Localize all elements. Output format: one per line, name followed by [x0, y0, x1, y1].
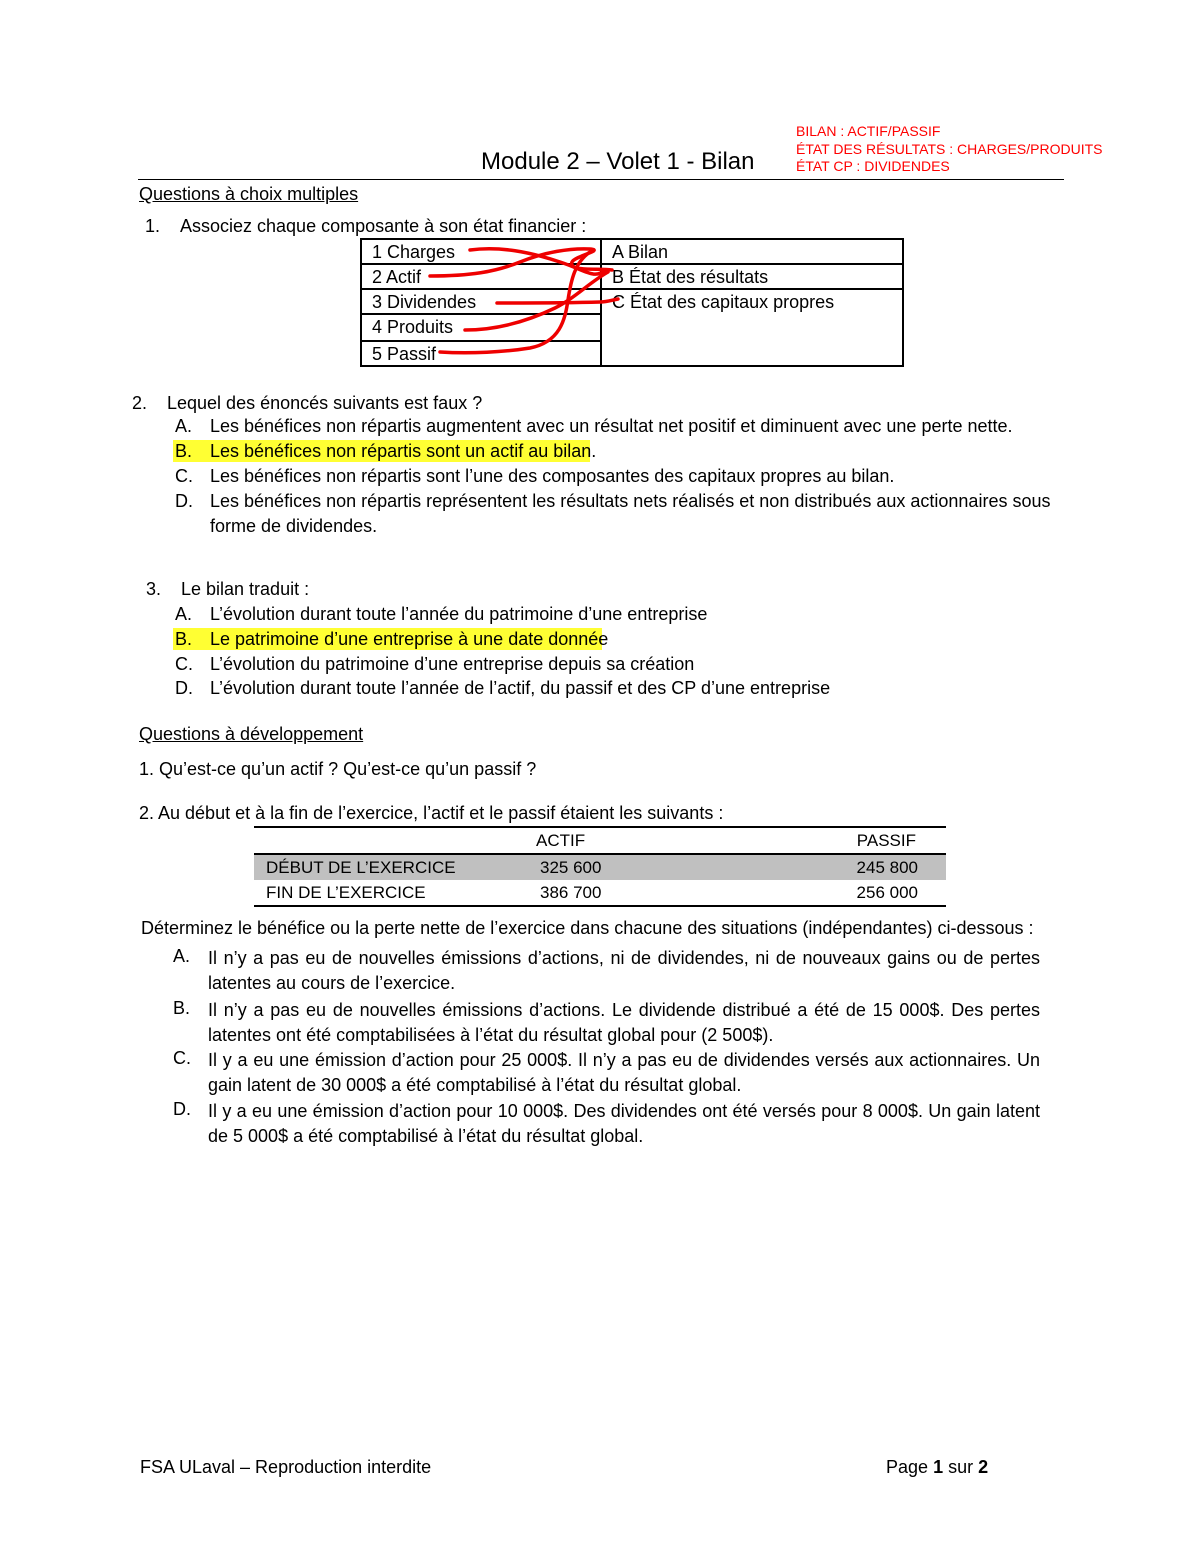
page-number [886, 1457, 988, 1478]
page-of-word: sur [948, 1457, 974, 1477]
match-right-c: C État des capitaux propres [612, 292, 835, 312]
q2-option-c: Les bénéfices non répartis sont l’une des composantes des capitaux propres au bilan. [210, 466, 895, 486]
q1-text: Associez chaque composante à son état financier : [180, 216, 587, 236]
row-actif: 386 700 [540, 883, 602, 902]
table-row [254, 880, 946, 907]
row-label: FIN DE L’EXERCICE [266, 883, 426, 902]
match-left-4: 4 Produits [362, 315, 602, 342]
match-right-a: A Bilan [602, 240, 902, 265]
q3-option-a-letter: A. [175, 604, 193, 624]
dq2-option-d-letter: D. [173, 1099, 191, 1119]
dq2-option-b: Il n’y a pas eu de nouvelles émissions d’actions. Le dividende distribué a été de 15 000$. Des pertes latentes ont été comptabilisées à l’état du résultat global pour (2 500$). [208, 1000, 1040, 1045]
dq2-option-a-letter: A. [173, 946, 191, 966]
dq2-text: 2. Au début et à la fin de l’exercice, l’actif et le passif étaient les suivants : [139, 803, 724, 823]
table-row [254, 853, 946, 880]
q2-option-a-letter: A. [175, 416, 193, 436]
section-heading-choix-multiples: Questions à choix multiples [139, 184, 359, 204]
note-etat-resultats: ÉTAT DES RÉSULTATS : CHARGES/PRODUITS [796, 141, 1103, 157]
header-actif: ACTIF [536, 831, 586, 850]
note-bilan: BILAN : ACTIF/PASSIF [796, 123, 941, 139]
q3-option-c-letter: C. [175, 654, 193, 674]
q1-number: 1. [145, 216, 161, 236]
dq2-option-c: Il y a eu une émission d’action pour 25 000$. Il n’y a pas eu de dividendes versés aux actionnaires. Un gain latent de 30 000$ a été comptabilisé à l’état du résultat global. [208, 1050, 1040, 1095]
q2-option-a: Les bénéfices non répartis augmentent avec un résultat net positif et diminuent avec une perte nette. [210, 416, 1013, 436]
dq2-instruction: Déterminez le bénéfice ou la perte nette de l’exercice dans chacune des situations (indépendantes) ci-dessous : [141, 918, 1034, 938]
q3-text: Le bilan traduit : [181, 579, 310, 599]
footer-left: FSA ULaval – Reproduction interdite [140, 1457, 432, 1477]
row-passif: 256 000 [856, 883, 918, 902]
match-left-3: 3 Dividendes [362, 290, 602, 315]
header-passif: PASSIF [856, 831, 916, 850]
match-right-b: B État des résultats [602, 265, 902, 290]
dq2-option-c-letter: C. [173, 1048, 191, 1068]
matching-table [360, 238, 904, 367]
dq2-option-b-letter: B. [173, 998, 191, 1018]
match-left-2: 2 Actif [362, 265, 602, 290]
match-left-1: 1 Charges [362, 240, 602, 265]
match-left-5: 5 Passif [362, 342, 602, 365]
dq2-option-d: Il y a eu une émission d’action pour 10 000$. Des dividendes ont été versés pour 8 000$. Un gain latent de 5 000$ a été comptabilisé à l’état du résultat global. [208, 1101, 1040, 1146]
q2-text: Lequel des énoncés suivants est faux ? [167, 393, 483, 413]
q3-option-d: L’évolution durant toute l’année de l’actif, du passif et des CP d’une entreprise [210, 678, 831, 698]
row-passif: 245 800 [856, 858, 918, 877]
dq2-option-a: Il n’y a pas eu de nouvelles émissions d’actions, ni de dividendes, ni de nouveaux gains ou de pertes latentes au cours de l’exercice. [208, 948, 1040, 993]
q2-option-d-cont: forme de dividendes. [210, 516, 378, 536]
page-title: Module 2 – Volet 1 - Bilan [481, 148, 755, 175]
q3-option-a: L’évolution durant toute l’année du patrimoine d’une entreprise [210, 604, 708, 624]
q2-number: 2. [132, 393, 148, 413]
page-total: 2 [978, 1457, 989, 1477]
section-heading-developpement: Questions à développement [139, 724, 364, 744]
page-current: 1 [933, 1457, 944, 1477]
table-header-row [254, 826, 946, 853]
q2-option-b-letter: B. [175, 441, 193, 461]
q2-option-c-letter: C. [175, 466, 193, 486]
dq1-text: 1. Qu’est-ce qu’un actif ? Qu’est-ce qu’un passif ? [139, 759, 537, 779]
q2-option-d-letter: D. [175, 491, 193, 511]
page-word: Page [886, 1457, 929, 1477]
title-rule [138, 179, 1064, 180]
q3-option-b: Le patrimoine d’une entreprise à une date donnée [210, 629, 609, 649]
note-etat-cp: ÉTAT CP : DIVIDENDES [796, 158, 950, 174]
q2-option-d: Les bénéfices non répartis représentent les résultats nets réalisés et non distribués aux actionnaires sous [210, 491, 1051, 511]
row-actif: 325 600 [540, 858, 602, 877]
q3-number: 3. [146, 579, 162, 599]
q2-option-b: Les bénéfices non répartis sont un actif au bilan. [210, 441, 597, 461]
q3-option-c: L’évolution du patrimoine d’une entreprise depuis sa création [210, 654, 695, 674]
row-label: DÉBUT DE L’EXERCICE [266, 858, 456, 877]
q3-option-d-letter: D. [175, 678, 193, 698]
q3-option-b-letter: B. [175, 629, 193, 649]
